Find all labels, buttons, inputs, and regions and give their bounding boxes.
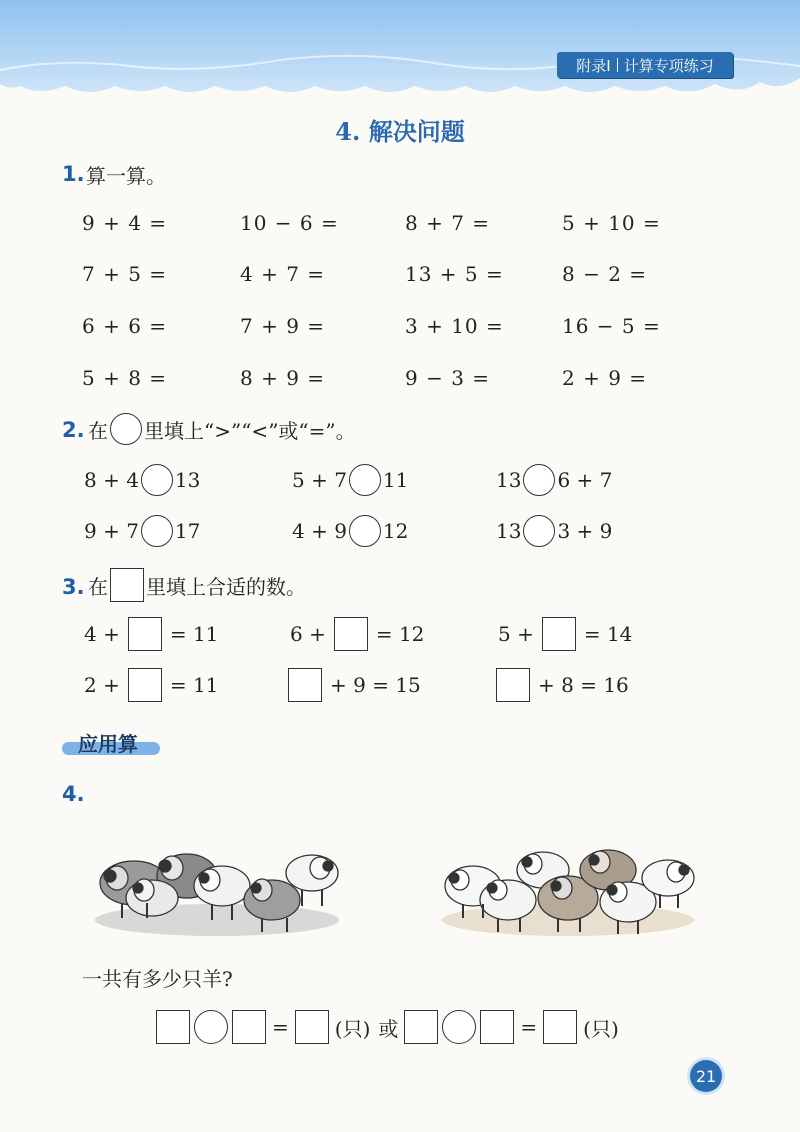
answer-box[interactable] <box>543 1010 577 1044</box>
fill-item <box>288 617 426 651</box>
q1-equation: 5 + 10 = <box>562 211 661 235</box>
fill-item <box>82 668 220 702</box>
compare-left: 13 <box>496 519 522 543</box>
fill-right: + 8 = 16 <box>538 673 629 697</box>
answer-box[interactable] <box>295 1010 329 1044</box>
applied-section-label <box>62 728 162 758</box>
page-number: 21 <box>690 1060 722 1092</box>
q2-prompt <box>86 413 358 445</box>
compare-item <box>82 515 202 547</box>
q3-prompt <box>86 568 308 602</box>
fill-left: 6 + <box>290 622 326 646</box>
sheep-group-left <box>92 828 342 938</box>
q3-prompt-a: 在 <box>88 574 108 599</box>
fill-right: + 9 = 15 <box>330 673 421 697</box>
fill-item <box>496 668 631 702</box>
compare-left: 13 <box>496 468 522 492</box>
q3-number: 3. <box>62 575 85 599</box>
fill-right: = 14 <box>583 622 633 646</box>
sky-banner <box>0 0 800 100</box>
compare-left: 4 + 9 <box>292 519 347 543</box>
compare-item <box>290 515 410 547</box>
answer-box[interactable] <box>232 1010 266 1044</box>
tag-divider <box>617 58 618 72</box>
q1-equation: 4 + 7 = <box>240 262 326 286</box>
fill-right: = 11 <box>169 622 219 646</box>
q1-equation: 3 + 10 = <box>405 314 504 338</box>
compare-left: 8 + 4 <box>84 468 139 492</box>
operator-circle[interactable] <box>194 1010 228 1044</box>
compare-left: 9 + 7 <box>84 519 139 543</box>
q2-prompt-b: 里填上“>”“<”或“=”。 <box>144 418 356 443</box>
q1-equation: 7 + 5 = <box>82 262 168 286</box>
q1-equation: 2 + 9 = <box>562 366 648 390</box>
compare-right: 11 <box>382 468 409 492</box>
compare-left: 5 + 7 <box>292 468 347 492</box>
fill-left: 2 + <box>84 673 120 697</box>
answer-box[interactable] <box>288 668 322 702</box>
compare-right: 13 <box>174 468 201 492</box>
unit-label: (只) <box>334 1016 371 1041</box>
compare-item <box>494 515 614 547</box>
compare-circle[interactable] <box>349 515 381 547</box>
q1-equation: 9 + 4 = <box>82 211 168 235</box>
fill-item <box>496 617 634 651</box>
answer-box[interactable] <box>542 617 576 651</box>
operator-circle[interactable] <box>442 1010 476 1044</box>
q4-number: 4. <box>62 782 85 806</box>
q1-equation: 16 − 5 = <box>562 314 661 338</box>
compare-right: 17 <box>174 519 201 543</box>
appendix-tag <box>557 52 733 78</box>
compare-right: 6 + 7 <box>557 468 613 492</box>
q1-equation: 7 + 9 = <box>240 314 326 338</box>
sheep-group-right <box>438 828 698 938</box>
q2-number: 2. <box>62 418 85 442</box>
compare-right: 12 <box>382 519 409 543</box>
q1-equation: 9 − 3 = <box>405 366 491 390</box>
compare-circle[interactable] <box>141 515 173 547</box>
q2-prompt-a: 在 <box>88 418 108 443</box>
compare-circle[interactable] <box>141 464 173 496</box>
compare-item <box>290 464 410 496</box>
unit-label: (只) <box>583 1016 619 1041</box>
compare-circle[interactable] <box>523 464 555 496</box>
fill-item <box>288 668 423 702</box>
answer-box[interactable] <box>480 1010 514 1044</box>
compare-right: 3 + 9 <box>557 519 613 543</box>
equals-sign: = <box>520 1015 538 1039</box>
answer-box[interactable] <box>128 617 162 651</box>
square-icon <box>110 568 144 602</box>
compare-circle[interactable] <box>349 464 381 496</box>
equals-sign: = <box>272 1015 289 1039</box>
q1-equation: 8 − 2 = <box>562 262 648 286</box>
answer-box[interactable] <box>496 668 530 702</box>
appendix-label: 附录Ⅰ <box>576 56 611 75</box>
topic-label: 计算专项练习 <box>623 56 714 75</box>
applied-label-text: 应用算 <box>78 732 138 756</box>
q3-prompt-b: 里填上合适的数。 <box>146 574 306 599</box>
answer-box[interactable] <box>156 1010 190 1044</box>
q1-equation: 5 + 8 = <box>82 366 168 390</box>
q1-number: 1. <box>62 162 85 186</box>
fill-left: 4 + <box>84 622 120 646</box>
fill-item <box>82 617 220 651</box>
q4-equation-row <box>156 1010 621 1044</box>
answer-box[interactable] <box>404 1010 438 1044</box>
q4-question: 一共有多少只羊? <box>82 967 233 991</box>
or-label: 或 <box>378 1016 399 1041</box>
fill-right: = 11 <box>169 673 219 697</box>
answer-box[interactable] <box>334 617 368 651</box>
fill-left: 5 + <box>498 622 534 646</box>
q1-equation: 10 − 6 = <box>240 211 339 235</box>
section-title: 4. 解决问题 <box>335 117 465 146</box>
compare-item <box>82 464 202 496</box>
q1-equation: 6 + 6 = <box>82 314 168 338</box>
compare-circle[interactable] <box>523 515 555 547</box>
q1-equation: 13 + 5 = <box>405 262 504 286</box>
q1-equation: 8 + 7 = <box>405 211 491 235</box>
q1-equation: 8 + 9 = <box>240 366 326 390</box>
q1-prompt: 算一算。 <box>86 164 166 188</box>
compare-item <box>494 464 614 496</box>
fill-right: = 12 <box>375 622 425 646</box>
answer-box[interactable] <box>128 668 162 702</box>
circle-icon <box>110 413 142 445</box>
